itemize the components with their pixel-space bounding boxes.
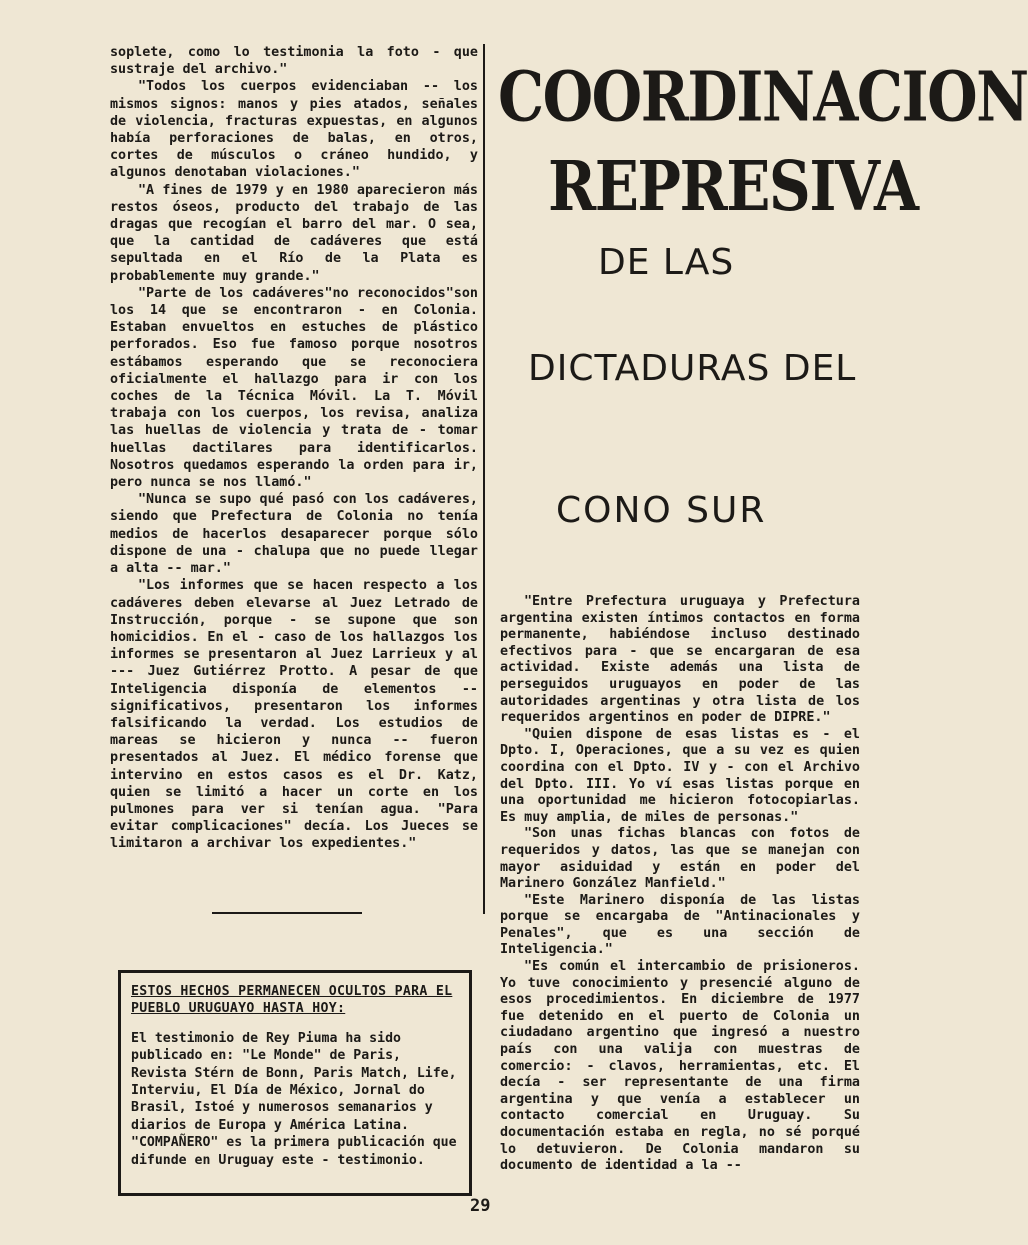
- page-number: 29: [470, 1196, 491, 1216]
- article-title: [498, 52, 1028, 231]
- right-paragraph-5: "Es común el intercambio de prisioneros. Yo tuve conocimiento y presencié alguno de esos procedimientos. En diciembre de 1977 fue detenido en el puerto de Colonia un ciudadano argentino que ingresó a nuestro país con una valija con muestras de comercio: - clavos, herramientas, etc. El decía - ser representante de una firma argentina y que venía a establecer un contacto comercial en Uruguay. Su documentación estaba en regla, no sé porqué lo detuvieron. De Colonia mandaron su documento de identidad a la --: [500, 959, 860, 1174]
- right-paragraph-1: "Entre Prefectura uruguaya y Prefectura argentina existen íntimos contactos en forma permanente, habiéndose incluso destinado efectivos para - que se encargaran de esa actividad. Existe además una lista de perseguidos uruguayos en poder de las autoridades argentinas y otra lista de los requeridos argentinos en poder de DIPRE.": [500, 594, 860, 726]
- column-divider: [483, 44, 485, 914]
- left-paragraph-5: "Nunca se supo qué pasó con los cadáveres, siendo que Prefectura de Colonia no tenía medios de hacerlos desaparecer porque sólo dispone de una - chalupa que no puede llegar a alta -- mar.": [110, 492, 478, 577]
- box-paragraph-1: El testimonio de Rey Piuma ha sido publicado en: "Le Monde" de Paris, Revista Stérn de Bonn, Paris Match, Life, Interviu, El Día de México, Jornal do Brasil, Istoé y numerosos semanarios y diarios de Europa y América Latina.: [131, 1030, 457, 1133]
- right-paragraph-2: "Quien dispone de esas listas es - el Dpto. I, Operaciones, que a su vez es quien coordina con el Dpto. IV y - con el Archivo del Dpto. III. Yo ví esas listas porque en una oportunidad me hicieron fotocopiarlas. Es muy amplia, de miles de personas.": [500, 726, 860, 825]
- subtitle-line-3: CONO SUR: [556, 490, 767, 531]
- section-divider: [212, 912, 362, 914]
- subtitle-line-2: DICTADURAS DEL: [528, 348, 857, 389]
- right-paragraph-4: "Este Marinero disponía de las listas porque se encargaba de "Antinacionales y Penales", que es una sección de Inteligencia.": [500, 892, 860, 958]
- right-column: [500, 594, 860, 1175]
- left-paragraph-1: soplete, como lo testimonia la foto - que sustraje del archivo.": [110, 45, 478, 78]
- box-title: ESTOS HECHOS PERMANECEN OCULTOS PARA EL PUEBLO URUGUAYO HASTA HOY:: [131, 984, 453, 1017]
- title-line-1: COORDINACION: [498, 56, 1028, 137]
- left-paragraph-6: "Los informes que se hacen respecto a los cadáveres deben elevarse al Juez Letrado de Instrucción, porque - se supone que son homicidios. En el - caso de los hallazgos los informes se presentaron al Juez Larrieux y al --- Juez Gutiérrez Protto. A pesar de que Inteligencia disponía de elementos -- significativos, presentaron los informes falsificando la verdad. Los estudios de mareas se hicieron y nunca -- fueron presentados al Juez. El médico forense que intervino en estos casos es el Dr. Katz, quien se limitó a hacer un corte en los pulmones para ver si tenían agua. "Para evitar complicaciones" decía. Los Jueces se limitaron a archivar los expedientes.": [110, 578, 478, 852]
- subtitle-line-1: DE LAS: [598, 242, 735, 283]
- left-paragraph-2: "Todos los cuerpos evidenciaban -- los mismos signos: manos y pies atados, señales de violencia, fracturas expuestas, en algunos había perforaciones de balas, en otros, cortes de músculos o cráneo hundido, y algunos denotaban violaciones.": [110, 79, 478, 181]
- right-paragraph-3: "Son unas fichas blancas con fotos de requeridos y datos, las que se manejan con mayor asiduidad y están en poder del Marinero González Manfield.": [500, 826, 860, 892]
- sidebar-box: [118, 970, 472, 1196]
- left-paragraph-3: "A fines de 1979 y en 1980 aparecieron más restos óseos, producto del trabajo de las dragas que recogían el barro del mar. O sea, que la cantidad de cadáveres que está sepultada en el Río de la Plata es probablemente muy grande.": [110, 182, 478, 284]
- left-column: [110, 44, 478, 853]
- title-line-2: REPRESIVA: [548, 146, 918, 227]
- box-paragraph-2: "COMPAÑERO" es la primera publicación que difunde en Uruguay este - testimonio.: [131, 1135, 457, 1168]
- left-paragraph-4: "Parte de los cadáveres"no reconocidos"son los 14 que se encontraron - en Colonia. Estaban envueltos en estuches de plástico perforados. Eso fue famoso porque nosotros estábamos esperando que se reconociera oficialmente el hallazgo para ir con los coches de la Técnica Móvil. La T. Móvil trabaja con los cuerpos, los revisa, analiza las huellas de violencia y trata de - tomar huellas dactilares para identificarlos. Nosotros quedamos esperando la orden para ir, pero nunca se nos llamó.": [110, 285, 478, 491]
